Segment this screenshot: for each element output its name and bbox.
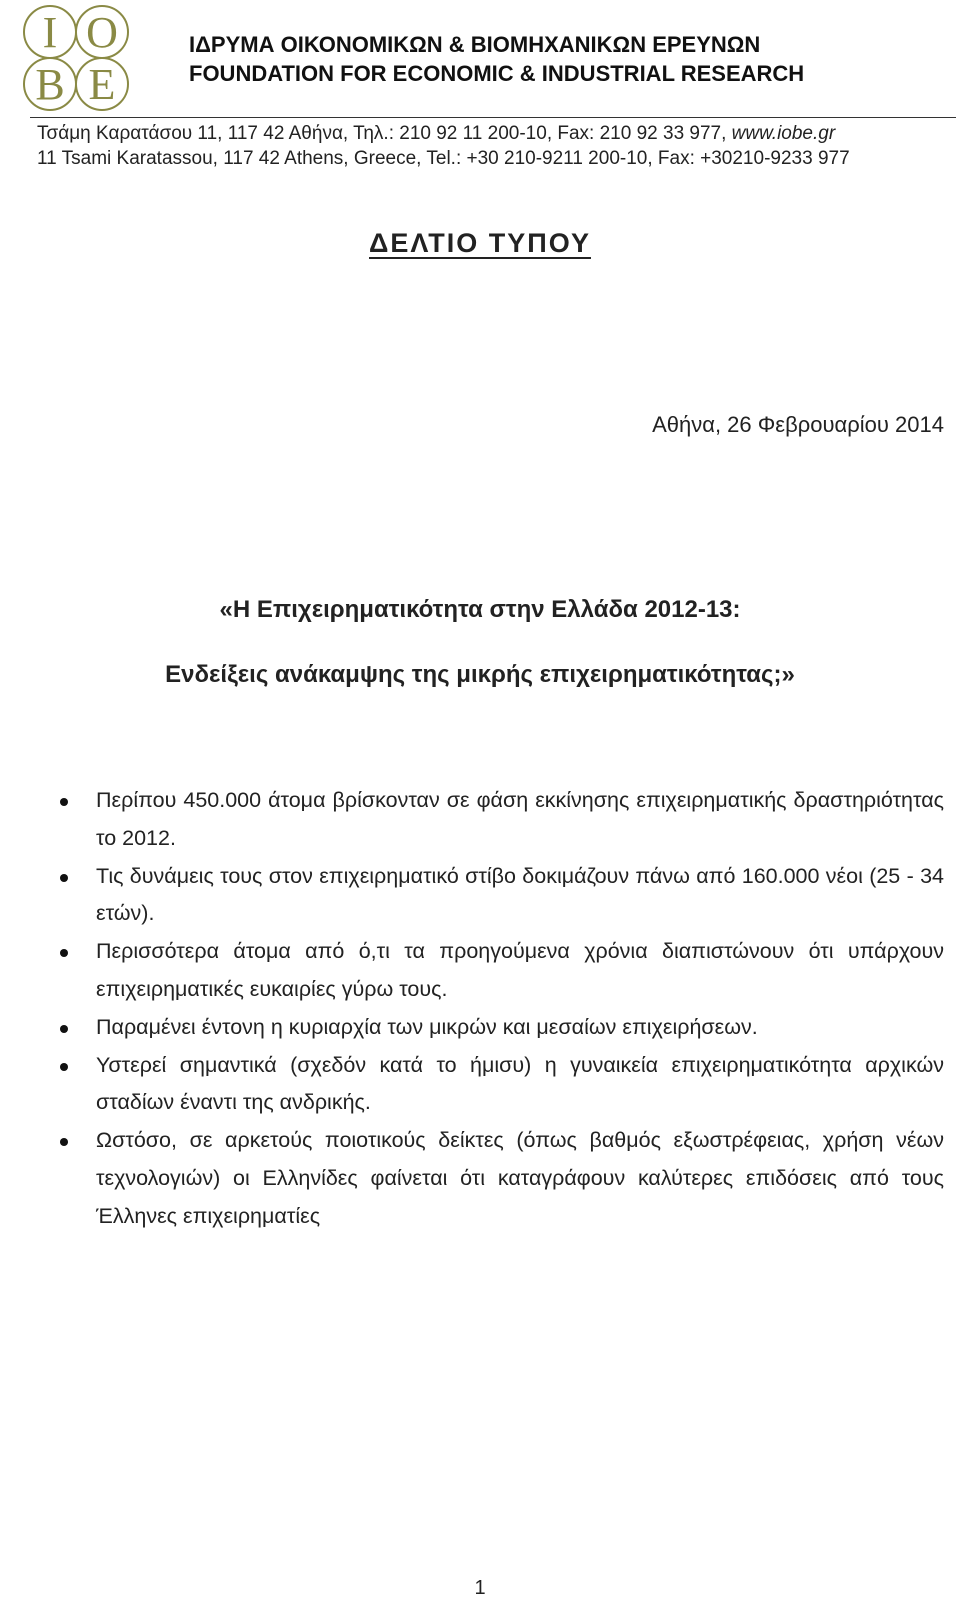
svg-text:B: B [35, 60, 65, 109]
bullet-dot-icon [60, 1138, 68, 1146]
bullet-item [96, 782, 944, 858]
key-findings-list [96, 782, 944, 1236]
bullet-item [96, 1122, 944, 1235]
bullet-text: Περίπου 450.000 άτομα βρίσκονταν σε φάση εκκίνησης επιχειρηματικής δραστηριότητας το 2012. [96, 788, 944, 850]
svg-text:O: O [86, 8, 118, 57]
bullet-dot-icon [60, 1025, 68, 1033]
document-type-heading [0, 228, 960, 259]
website-link[interactable]: www.iobe.gr [731, 123, 836, 144]
document-date: Αθήνα, 26 Φεβρουαρίου 2014 [652, 412, 944, 437]
bullet-item [96, 858, 944, 934]
document-type-text: ΔΕΛΤΙΟ ΤΥΠΟΥ [369, 228, 591, 258]
press-release-title-line-2: Ενδείξεις ανάκαμψης της μικρής επιχειρηματικότητας;» [165, 661, 795, 688]
contact-line-greek [37, 123, 835, 145]
svg-text:I: I [42, 8, 58, 57]
header-divider [30, 117, 956, 118]
organization-name [189, 30, 804, 88]
bullet-text: Τις δυνάμεις τους στον επιχειρηματικό στίβο δοκιμάζουν πάνω από 160.000 νέοι (25 - 34 ετών). [96, 863, 944, 926]
press-release-title-line-1: «Η Επιχειρηματικότητα στην Ελλάδα 2012-13: [219, 596, 741, 623]
bullet-text: Περισσότερα άτομα από ό,τι τα προηγούμενα χρόνια διαπιστώνουν ότι υπάρχουν επιχειρηματικές ευκαιρίες γύρω τους. [96, 939, 944, 1001]
page-number: 1 [474, 1577, 486, 1599]
bullet-dot-icon [60, 798, 68, 806]
contact-line-english: 11 Tsami Karatassou, 117 42 Athens, Greece, Tel.: +30 210-9211 200-10, Fax: +30210-9233 977 [37, 148, 850, 169]
bullet-item [96, 933, 944, 1009]
bullet-text: Παραμένει έντονη η κυριαρχία των μικρών και μεσαίων επιχειρήσεων. [96, 1014, 758, 1039]
bullet-text: Ωστόσο, σε αρκετούς ποιοτικούς δείκτες (όπως βαθμός εξωστρέφειας, χρήση νέων τεχνολογιών) οι Ελληνίδες φαίνεται ότι καταγράφουν καλύτερες επιδόσεις από τους Έλληνες επιχειρηματίες [96, 1128, 944, 1228]
bullet-dot-icon [60, 1063, 68, 1071]
iobe-logo [22, 4, 130, 112]
svg-text:E: E [88, 60, 116, 109]
bullet-item [96, 1009, 944, 1047]
organization-name-english: FOUNDATION FOR ECONOMIC & INDUSTRIAL RESEARCH [189, 61, 805, 86]
organization-name-greek: ΙΔΡΥΜΑ ΟΙΚΟΝΟΜΙΚΩΝ & ΒΙΟΜΗΧΑΝΙΚΩΝ ΕΡΕΥΝΩΝ [189, 32, 761, 57]
bullet-dot-icon [60, 949, 68, 957]
contact-greek-text: Τσάμη Καρατάσου 11, 117 42 Αθήνα, Τηλ.: 210 92 11 200-10, Fax: 210 92 33 977, [37, 123, 727, 144]
bullet-item [96, 1047, 944, 1123]
bullet-dot-icon [60, 874, 68, 882]
bullet-text: Υστερεί σημαντικά (σχεδόν κατά το ήμισυ) η γυναικεία επιχειρηματικότητα αρχικών σταδίων έναντι της ανδρικής. [96, 1052, 944, 1115]
